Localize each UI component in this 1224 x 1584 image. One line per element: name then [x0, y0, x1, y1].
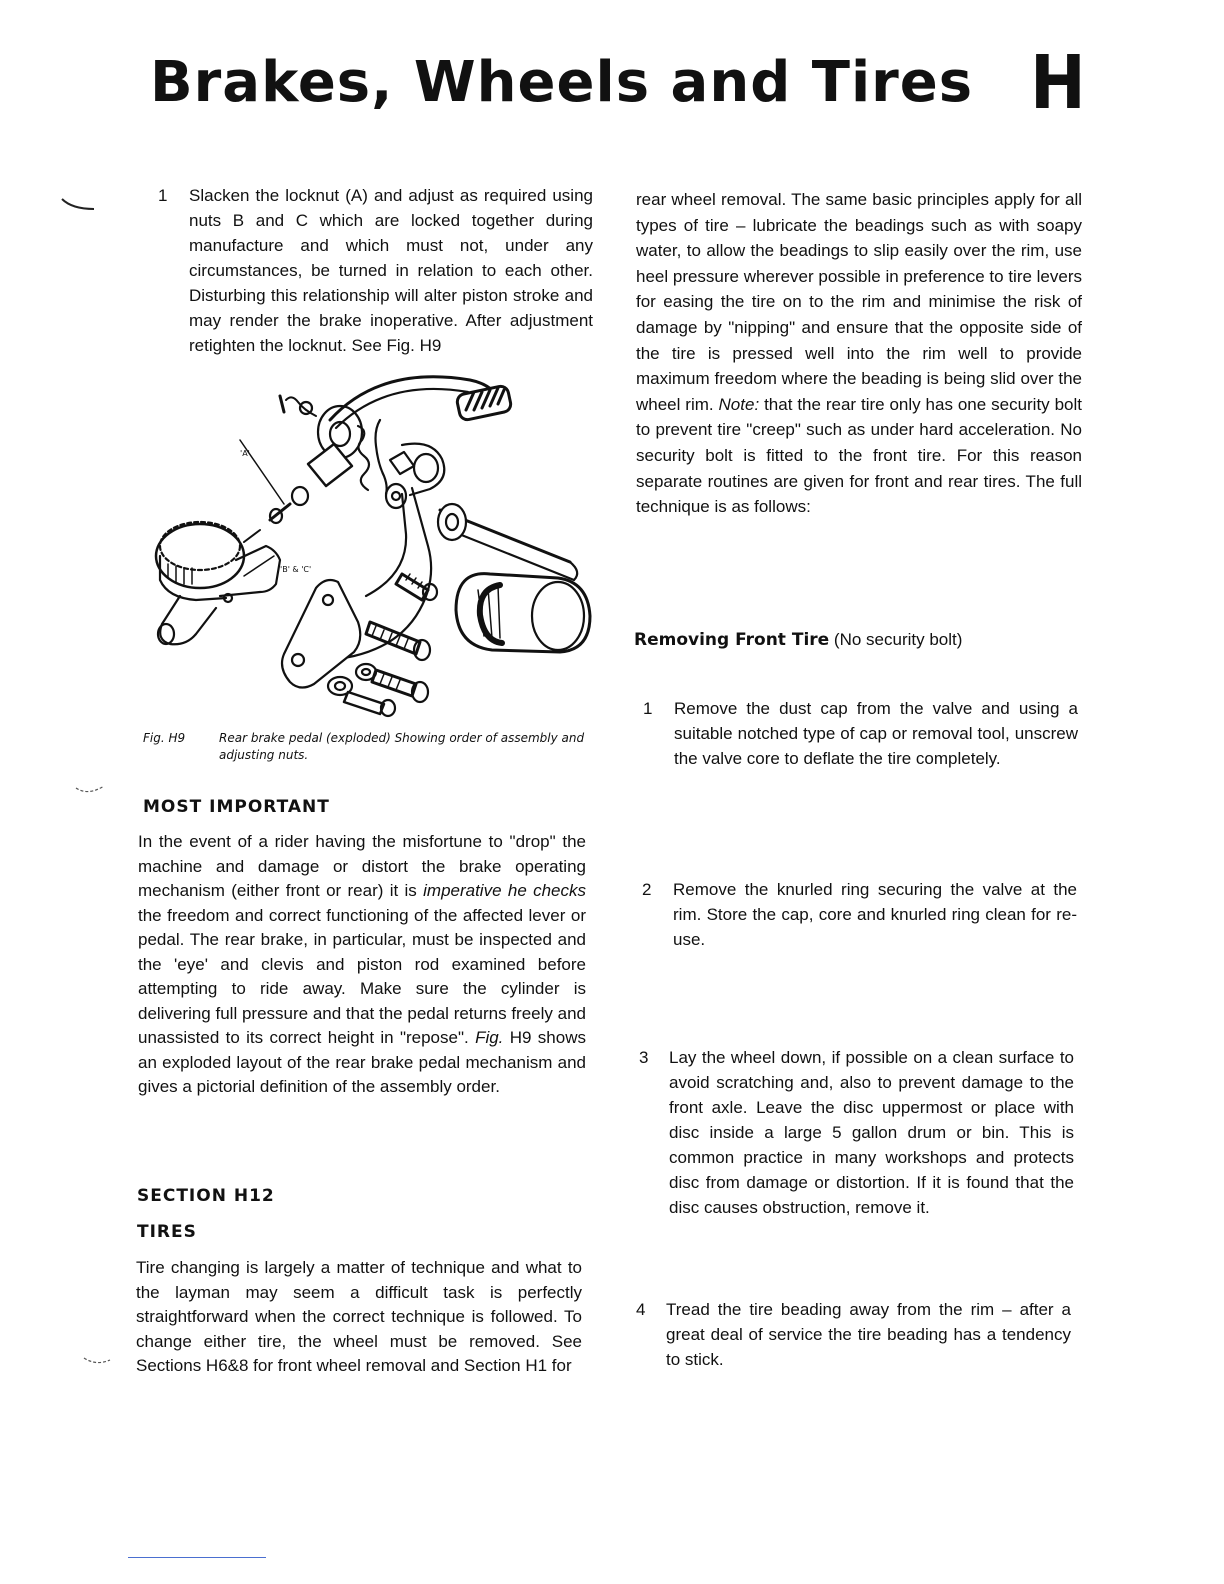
step-text: Tread the tire beading away from the rim – after a great deal of service the tire beading has a tendency to stick. [666, 1300, 1071, 1369]
step-number: 1 [158, 186, 168, 205]
left-step-1 [158, 183, 598, 358]
footer-rule [128, 1557, 266, 1558]
tires-intro-text: Tire changing is largely a matter of technique and what to the layman may seem a difficult task is perfectly straightforward when the correct technique is followed. To change either tire, the wheel must be removed. See Sections H6&8 for front wheel removal and Section H1 for [136, 1258, 582, 1375]
most-important-text-1: In the event of a rider having the misfortune to "drop" the machine and damage or distort the brake operating mechanism (either front or rear) it is [138, 832, 586, 900]
right-step-3 [639, 1045, 1079, 1225]
removing-front-tire-heading [634, 630, 962, 650]
bush-sleeve [456, 574, 590, 652]
tires-intro [136, 1256, 582, 1379]
page-title: Brakes, Wheels and Tires [150, 50, 974, 115]
brake-pedal-exploded-figure [140, 360, 600, 720]
mounting-plate [282, 580, 360, 688]
scan-mark-mid [74, 778, 108, 798]
figure-reference: Fig. [475, 1028, 504, 1047]
continuation-text-1: rear wheel removal. The same basic principles apply for all types of tire – lubricate the beadings such as with soapy water, to allow the beadings to slip easily over the rim, use heel pressure wherever possible in preference to tire levers for easing the tire on to the rim and minimise the risk of damage by "nipping" and ensure that the opposite side of the tire is pressed well into the rim well to provide maximum freedom where the beading is being slid over the wheel rim. [636, 190, 1083, 414]
continuation-text-2: that the rear tire only has one security bolt to prevent tire "creep" such as under hard acceleration. No security bolt is fitted to the front tire. For this reason separate routines are given for front and rear tires. The full technique is as follows: [636, 394, 1082, 517]
tires-heading: TIRES [137, 1222, 197, 1242]
figure-caption [143, 730, 603, 770]
most-important-text-2: the freedom and correct functioning of the affected lever or pedal. The rear brake, in particular, must be inspected and the 'eye' and clevis and piston rod examined before attempting to ride away. Make sure the cylinder is delivering full pressure and that the pedal returns freely and unassisted to its correct height in "repose". [138, 905, 586, 1047]
step-text: Remove the knurled ring securing the valve at the rim. Store the cap, core and knurled ring clean for re-use. [673, 880, 1077, 949]
removing-heading-sub: (No security bolt) [833, 630, 963, 649]
step-number: 3 [639, 1048, 649, 1067]
master-cylinder [156, 522, 280, 644]
pivot-rod [438, 504, 577, 580]
figure-label-a: 'A' [240, 449, 250, 458]
section-heading: SECTION H12 [137, 1186, 275, 1206]
right-step-1 [643, 696, 1083, 806]
long-bolt [366, 622, 430, 660]
step-text: Lay the wheel down, if possible on a clean surface to avoid scratching and, also to prevent damage to the front axle. Leave the disc uppermost or place with disc inside a large 5 gallon drum or bin. This is common practice in many workshops and protects disc from damage or distortion. If it is found that the disc causes obstruction, remove it. [669, 1048, 1074, 1217]
right-step-2 [642, 877, 1082, 957]
small-screw [280, 396, 316, 416]
clevis-pin [386, 452, 414, 508]
adjusting-nuts [240, 440, 352, 542]
washers-nuts [328, 664, 428, 716]
note-label: Note: [718, 394, 760, 414]
step-text: Remove the dust cap from the valve and using a suitable notched type of cap or removal tool, unscrew the valve core to deflate the tire completely. [674, 699, 1078, 768]
scan-mark-top [60, 195, 100, 215]
right-step-4 [636, 1297, 1076, 1377]
step-number: 4 [636, 1300, 646, 1319]
tires-continuation [636, 187, 1082, 520]
emphasis-text: imperative he checks [423, 881, 586, 900]
figure-label-bc: 'B' & 'C' [280, 565, 312, 574]
step-number: 1 [643, 699, 653, 718]
step-text: Slacken the locknut (A) and adjust as required using nuts B and C which are locked together during manufacture and which must not, under any circumstances, be turned in relation to each other. Disturbing this relationship will alter piston stroke and may render the brake inoperative. After adjustment retighten the locknut. See Fig. H9 [189, 186, 593, 355]
most-important-body [138, 830, 586, 1100]
most-important-heading: MOST IMPORTANT [143, 797, 330, 817]
scan-mark-low [82, 1350, 112, 1370]
most-important-text-3: H9 shows an exploded layout of the rear brake pedal mechanism and gives a pictorial definition of the assembly order. [138, 1028, 586, 1096]
removing-heading-bold: Removing Front Tire [634, 630, 830, 650]
step-number: 2 [642, 880, 652, 899]
caption-text: Rear brake pedal (exploded) Showing order of assembly and adjusting nuts. [219, 731, 585, 762]
caption-label: Fig. H9 [143, 731, 186, 745]
section-letter: H [1030, 40, 1086, 126]
